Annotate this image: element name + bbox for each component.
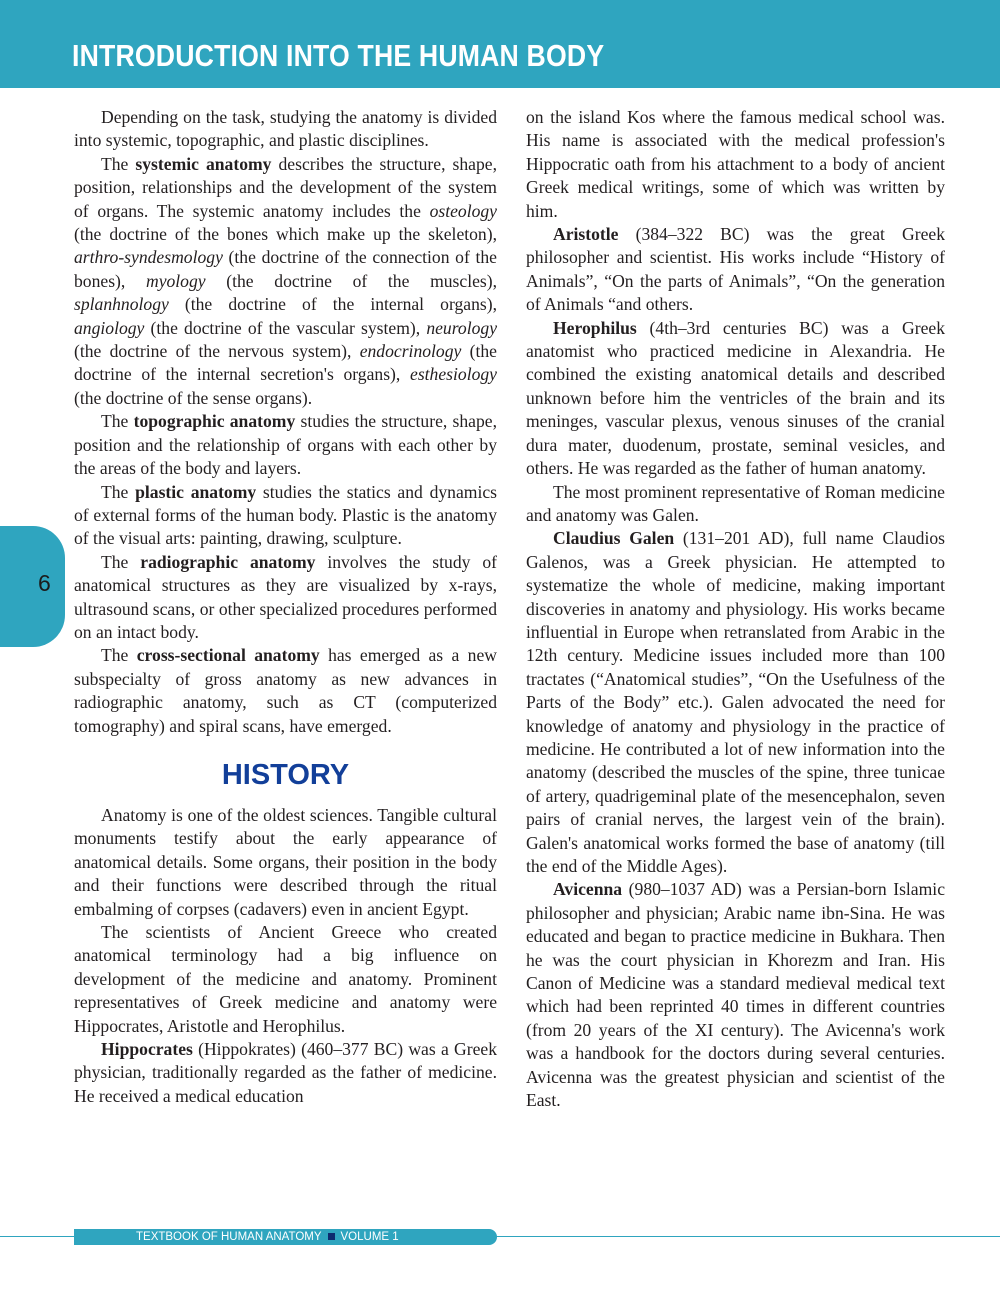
term-plastic-anatomy: plastic anatomy [135, 481, 257, 502]
term-angiology: angiology [74, 317, 145, 338]
page-header [0, 0, 1000, 88]
term-radiographic-anatomy: radiographic anatomy [140, 551, 316, 572]
paragraph-hippocrates: Hippocrates (Hippokrates) (460–377 BC) was a Greek physician, traditionally regarded as the father of medicine. He received a medical education [74, 1039, 497, 1106]
term-myology: myology [145, 270, 206, 291]
term-endocrinology: endocrinology [359, 341, 462, 362]
paragraph-hippocrates-continued: on the island Kos where the famous medical school was. His name is associated with the medical profession's Hippocratic oath from his attachment to a body of ancient Greek medical writings, some of which was written by him. [526, 107, 945, 221]
paragraph-aristotle: Aristotle (384–322 BC) was the great Greek philosopher and scientist. His works include “History of Animals”, “On the parts of Animals”, “On the generation of Animals “and others. [526, 224, 945, 315]
paragraph-herophilus: Herophilus (4th–3rd centuries BC) was a Greek anatomist who practiced medicine in Alexandria. He combined the existing anatomical details and described unknown before him the ventricles of the brain and its meninges, vascular plexus, venous sinuses of the cranial dura mater, duodenum, prostate, seminal vesicles, and others. He was regarded as the father of human anatomy. [526, 317, 945, 479]
paragraph-history-greece: The scientists of Ancient Greece who created anatomical terminology had a big influence on development of the medicine and anatomy. Prominent representatives of Greek medicine and anatomy were Hippocrates, Aristotle and Herophilus. [74, 922, 497, 1036]
term-avicenna: Avicenna [553, 879, 623, 900]
term-systemic-anatomy: systemic anatomy [135, 153, 272, 174]
footer-volume: VOLUME 1 [340, 1231, 399, 1243]
paragraph-systemic-anatomy: The systemic anatomy describes the structure, shape, position, relationships and the development of the system of organs. The systemic anatomy includes the osteology (the doctrine of the bones which make up the skeleton), arthro-syndesmology (the doctrine of the connection of the bones), myology (the doctrine of the muscles), splanhnology (the doctrine of the internal organs), angiology (the doctrine of the vascular system), neurology (the doctrine of the nervous system), endocrinology (the doctrine of the internal secretion's organs), esthesiology (the doctrine of the sense organs). [74, 153, 498, 408]
left-column [74, 106, 497, 1108]
paragraph-radiographic-anatomy: The radiographic anatomy involves the study of anatomical structures as they are visualized by x-rays, ultrasound scans, or other specialized procedures performed on an intact body. [74, 551, 497, 642]
term-cross-sectional-anatomy: cross-sectional anatomy [136, 645, 320, 666]
chapter-title: INTRODUCTION INTO THE HUMAN BODY [72, 38, 605, 73]
running-footer [136, 1229, 399, 1245]
paragraph-galen: Claudius Galen (131–201 AD), full name Claudios Galenos, was a Greek physician. He attempted to systematize the whole of medicine, making important discoveries in anatomy and physiology. His works became influential in Europe when retranslated from Arabic in the 12th century. Medicine issues included more than 100 tractates (“Anatomical studies”, “On the Usefulness of the Parts of the Body” etc.). Galen advocated the need for knowledge of anatomy and physiology in the practice of medicine. He contributed a lot of new information into the anatomy (described the muscles of the spine, three tunicae of artery, quadrigeminal plate of the mesencephalon, seven pairs of cranial nerves, the largest vein of the brain). Galen's anatomical works formed the base of anatomy (till the end of the Middle Ages). [526, 528, 946, 876]
term-claudius-galen: Claudius Galen [553, 528, 675, 549]
page-number-tab [0, 526, 65, 647]
right-column [526, 106, 945, 1112]
footer-bar [74, 1229, 497, 1245]
page-number: 6 [38, 570, 51, 596]
square-bullet-icon [328, 1233, 335, 1240]
term-hippocrates: Hippocrates [101, 1039, 193, 1060]
paragraph-topographic-anatomy: The topographic anatomy studies the structure, shape, position and the relationship of organs with each other by the areas of the body and layers. [74, 411, 497, 479]
paragraph-intro: Depending on the task, studying the anatomy is divided into systemic, topographic, and plastic disciplines. [74, 107, 497, 151]
term-aristotle: Aristotle [553, 224, 619, 245]
term-neurology: neurology [426, 317, 497, 338]
term-herophilus: Herophilus [553, 317, 637, 338]
paragraph-cross-sectional-anatomy: The cross-sectional anatomy has emerged as a new subspecialty of gross anatomy as new advances in radiographic anatomy, such as CT (computerized tomography) and spiral scans, have emerged. [74, 645, 497, 736]
paragraph-avicenna: Avicenna (980–1037 AD) was a Persian-born Islamic philosopher and physician; Arabic name ibn-Sina. He was educated and began to practice medicine in Bukhara. Then he was the court physician in Khorezm and Iran. His Canon of Medicine was a standard medieval medical text which had been reprinted 40 times in different countries (from 20 years of the XI century). The Avicenna's work was a handbook for the doctors during several centuries. Avicenna was the greatest physician and scientist of the East. [526, 879, 945, 1111]
term-osteology: osteology [429, 200, 497, 221]
term-arthro-syndesmology: arthro-syndesmology [74, 247, 223, 268]
paragraph-plastic-anatomy: The plastic anatomy studies the statics and dynamics of external forms of the human body. Plastic is the anatomy of the visual arts: painting, drawing, sculpture. [74, 481, 497, 549]
term-esthesiology: esthesiology [410, 364, 497, 385]
paragraph-history-egypt: Anatomy is one of the oldest sciences. Tangible cultural monuments testify about the early appearance of anatomical details. Some organs, their position in the body and their functions were described through the ritual embalming of corpses (cadavers) even in ancient Egypt. [74, 804, 497, 919]
footer-book-title: TEXTBOOK OF HUMAN ANATOMY [136, 1231, 322, 1243]
paragraph-roman-medicine: The most prominent representative of Roman medicine and anatomy was Galen. [526, 481, 945, 525]
term-topographic-anatomy: topographic anatomy [133, 411, 296, 432]
term-splanhnology: splanhnology [74, 294, 169, 315]
section-heading-history: HISTORY [221, 758, 350, 791]
